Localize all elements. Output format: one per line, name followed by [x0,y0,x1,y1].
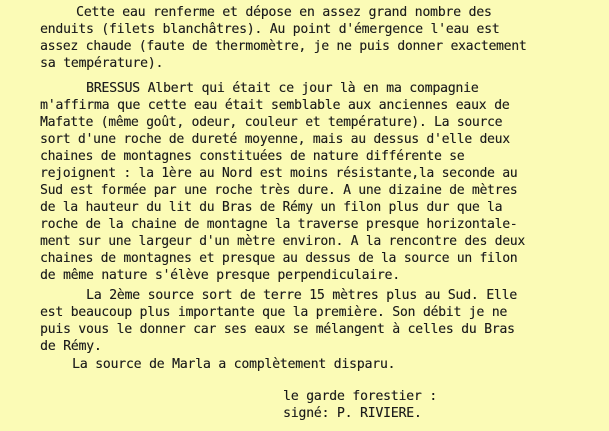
paragraph-1-line-3: assez chaude (faute de thermomètre, je ne puis donner exactement [40,38,527,54]
paragraph-3-line-1: La 2ème source sort de terre 15 mètres plus au Sud. Elle [86,287,517,303]
paragraph-2-line-10: ment sur une largeur d'un mètre environ. A la rencontre des deux [40,233,525,249]
paragraph-1-line-4: sa température). [40,55,164,71]
paragraph-2-line-7: Sud est formée par une roche très dure. A une dizaine de mètres [40,182,518,198]
paragraph-3-line-2: est beaucoup plus importante que la première. Son débit je ne [40,304,508,320]
paragraph-2-line-6: rejoignent : la 1ère au Nord est moins résistante,la seconde au [40,165,518,181]
paragraph-3-line-3: puis vous le donner car ses eaux se mélangent à celles du Bras [40,321,515,337]
paragraph-2-line-9: roche de la chaine de montagne la traverse presque horizontale- [40,216,518,232]
paragraph-2-line-5: chaines de montagnes constituées de nature différente se [40,148,465,164]
paragraph-3-line-4: de Rémy. [40,338,102,354]
paragraph-2-line-12: de même nature s'élève presque perpendiculaire. [40,267,400,283]
paragraph-1-line-2: enduits (filets blanchâtres). Au point d'émergence l'eau est [40,21,500,37]
paragraph-2-line-2: m'affirma que cette eau était semblable aux anciennes eaux de [40,97,510,113]
paragraph-1-line-1: Cette eau renferme et dépose en assez grand nombre des [76,4,492,20]
paragraph-4-line-1: La source de Marla a complètement disparu. [72,356,396,372]
paragraph-2-line-1: BRESSUS Albert qui était ce jour là en ma compagnie [86,80,479,96]
signature-title: le garde forestier : [283,388,437,404]
paragraph-2-line-3: Mafatte (même goût, odeur, couleur et température). La source [40,114,503,130]
signature-name: signé: P. RIVIERE. [283,405,422,421]
paragraph-2-line-8: de la hauteur du lit du Bras de Rémy un filon plus dur que la [40,199,503,215]
paragraph-2-line-11: chaines de montagnes et presque au dessus de la source un filon [40,250,518,266]
paragraph-2-line-4: sort d'une roche de dureté moyenne, mais au dessus d'elle deux [40,131,510,147]
